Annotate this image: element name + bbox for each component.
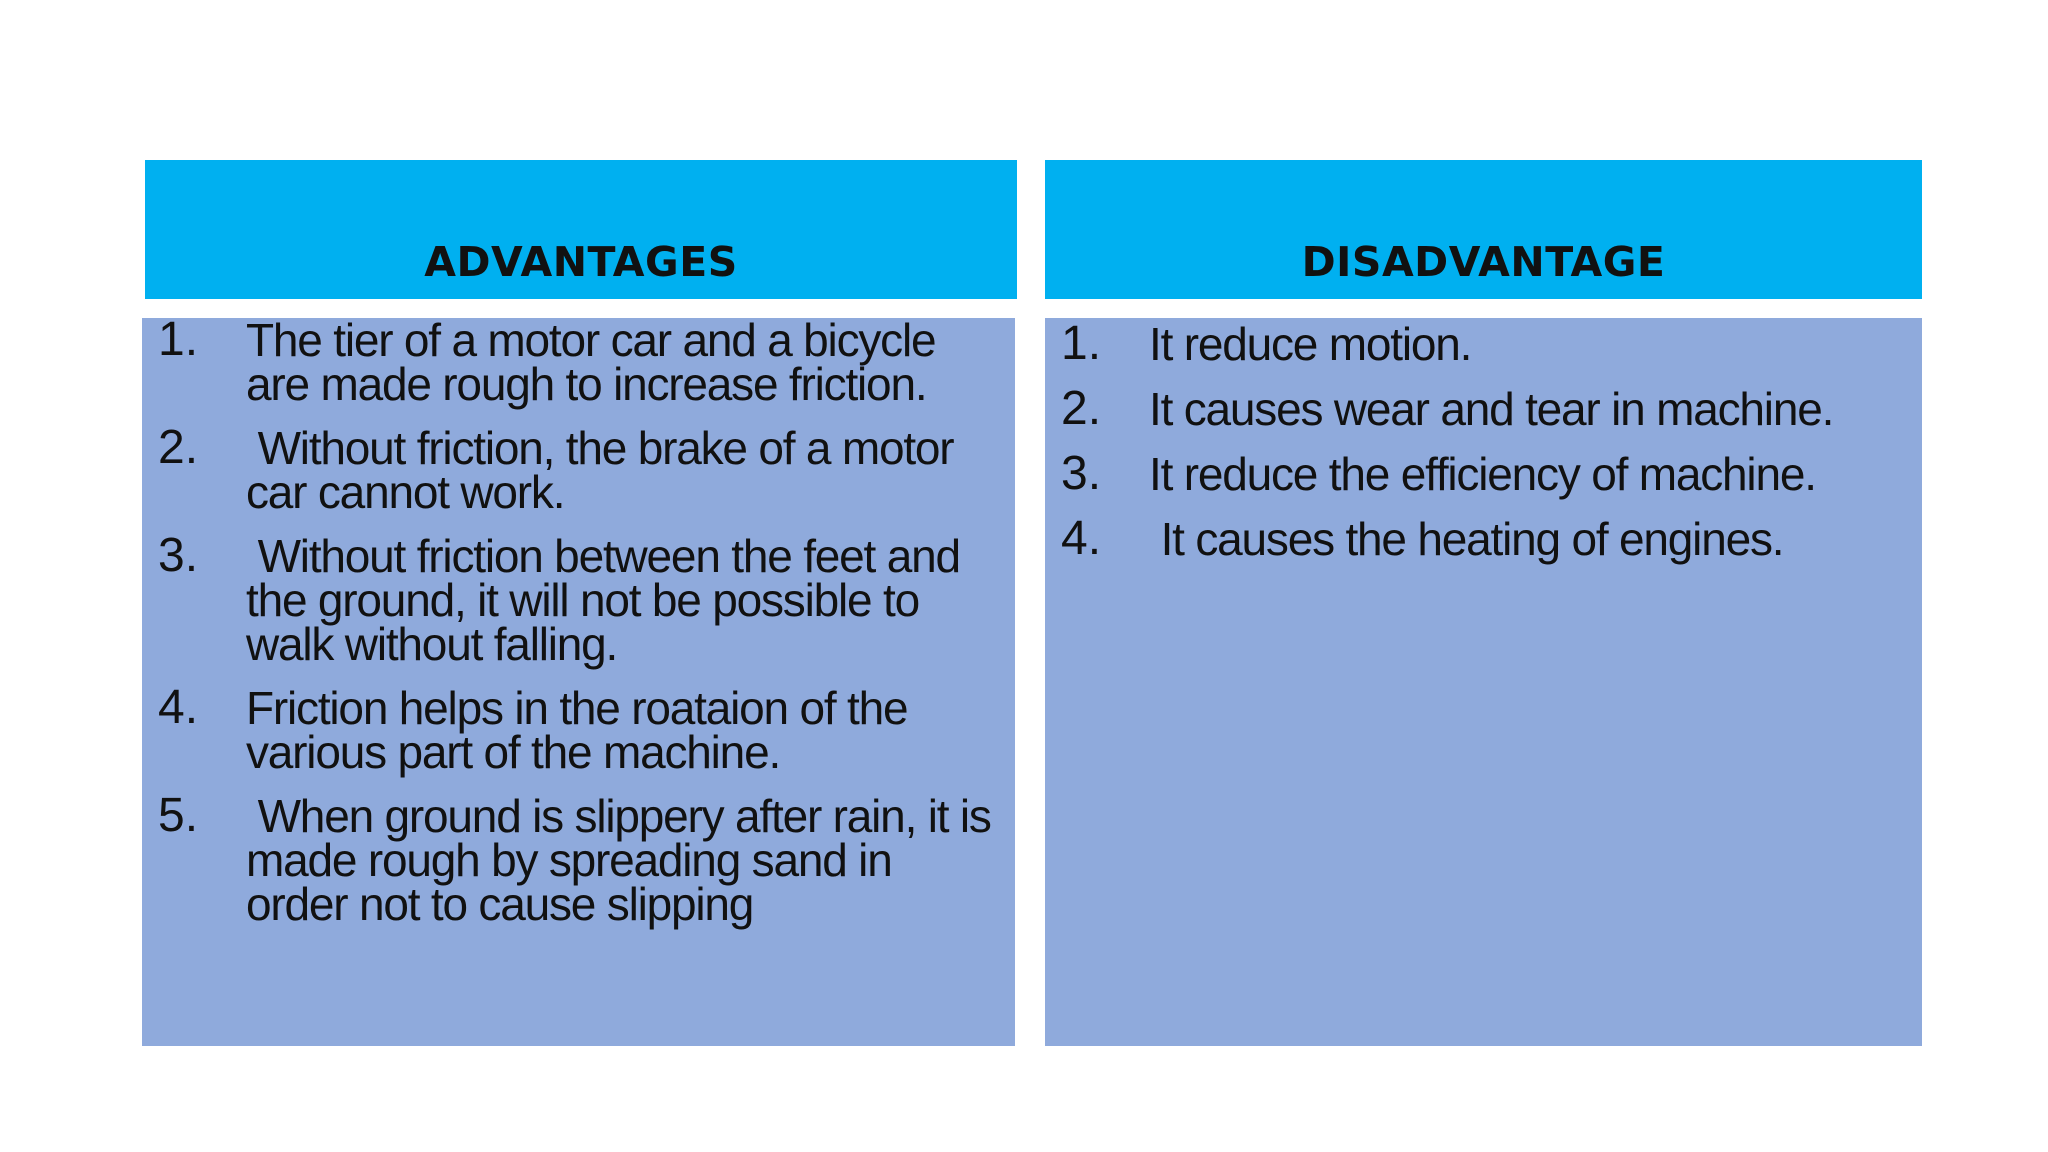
list-item: [158, 789, 1003, 930]
advantages-list: [158, 313, 1003, 930]
item-number: 3.: [158, 529, 199, 582]
item-text: Without friction, the brake of a motor car cannot work.: [246, 422, 966, 518]
item-number: 4.: [1061, 512, 1102, 565]
item-number: 1.: [158, 313, 199, 366]
item-number: 5.: [158, 789, 199, 842]
disadvantages-title: DISADVANTAGE: [1301, 238, 1666, 286]
item-text: It reduce the efficiency of machine.: [1149, 448, 1816, 500]
advantages-title: ADVANTAGES: [424, 238, 738, 286]
item-number: 3.: [1061, 447, 1102, 500]
advantages-list-panel: [142, 313, 1015, 1046]
list-item: [1061, 513, 1906, 565]
item-number: 2.: [1061, 382, 1102, 435]
disadvantages-list-panel: [1045, 318, 1922, 1046]
item-text: Without friction between the feet and the ground, it will not be possible to walk without falling.: [246, 530, 972, 670]
disadvantages-list: [1061, 318, 1906, 565]
list-item: [158, 529, 999, 670]
item-number: 2.: [158, 421, 199, 474]
list-item: [1061, 318, 1906, 370]
item-text: The tier of a motor car and a bicycle are made rough to increase friction.: [246, 314, 947, 410]
list-item: [158, 421, 999, 518]
item-text: It causes wear and tear in machine.: [1149, 383, 1834, 435]
disadvantages-header: [1045, 160, 1922, 299]
item-number: 4.: [158, 681, 199, 734]
item-text: It reduce motion.: [1149, 318, 1472, 370]
item-text: When ground is slippery after rain, it is made rough by spreading sand in order not to cause slipping: [246, 790, 1003, 930]
item-text: Friction helps in the roataion of the various part of the machine.: [246, 682, 919, 778]
list-item: [1061, 383, 1906, 435]
list-item: [1061, 448, 1906, 500]
list-item: [158, 313, 999, 410]
item-number: 1.: [1061, 317, 1102, 370]
item-text: It causes the heating of engines.: [1149, 513, 1784, 565]
list-item: [158, 681, 999, 778]
advantages-header: [145, 160, 1017, 299]
